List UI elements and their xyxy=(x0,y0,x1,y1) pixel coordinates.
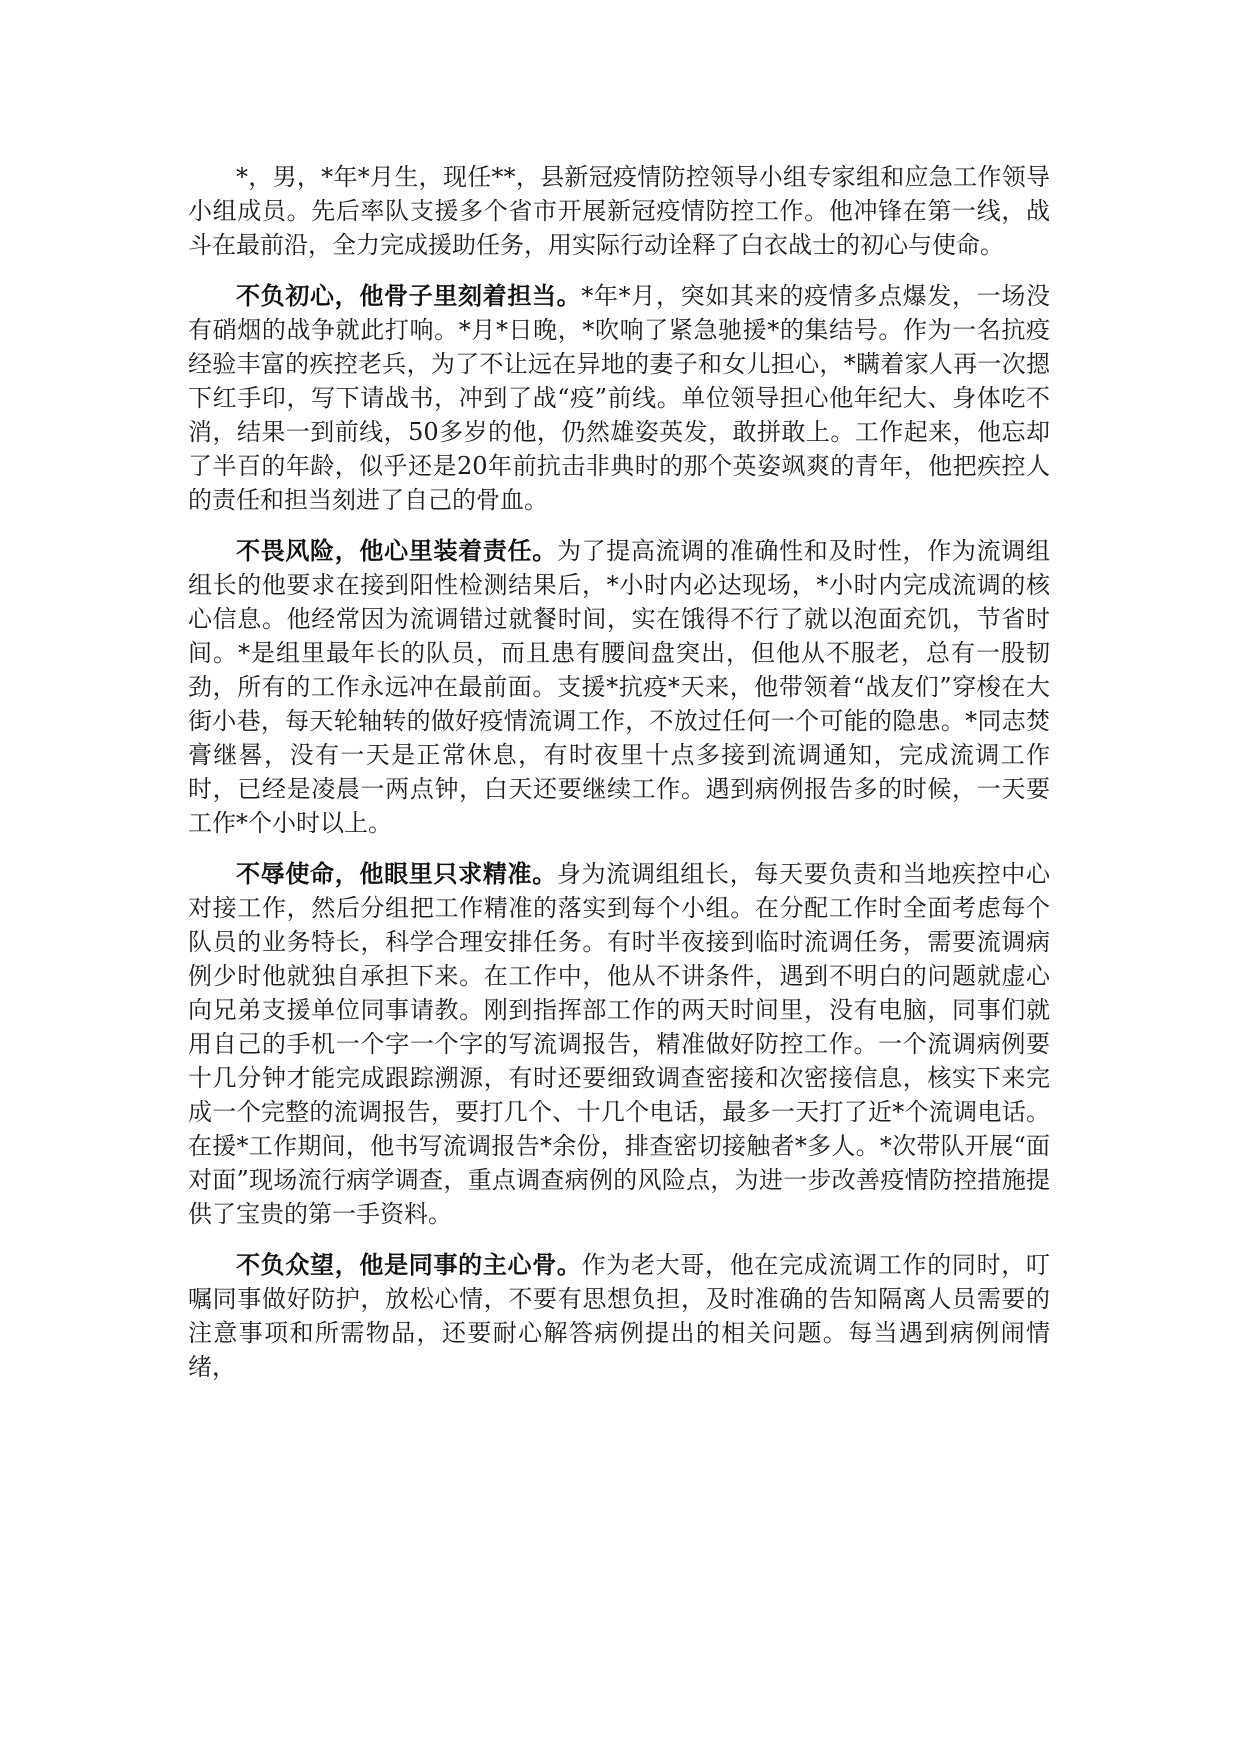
paragraph-backbone xyxy=(188,1248,1050,1384)
paragraph-precision xyxy=(188,857,1050,1231)
paragraph-intro xyxy=(188,160,1050,262)
paragraph-heading: 不辱使命，他眼里只求精准。 xyxy=(236,859,557,888)
paragraph-text: 为了提高流调的准确性和及时性，作为流调组组长的他要求在接到阳性检测结果后，*小时内必达现场，*小时内完成流调的核心信息。他经常因为流调错过就餐时间，实在饿得不行了就以泡面充饥，节省时间。*是组里最年长的队员，而且患有腰间盘突出，但他从不服老，总有一股韧劲，所有的工作永远冲在最前面。支援*抗疫*天来，他带领着“战友们”穿梭在大街小巷，每天轮轴转的做好疫情流调工作，不放过任何一个可能的隐患。*同志焚膏继晷，没有一天是正常休息，有时夜里十点多接到流调通知，完成流调工作时，已经是凌晨一两点钟，白天还要继续工作。遇到病例报告多的时候，一天要工作*个小时以上。 xyxy=(188,537,1050,837)
paragraph-original-intention xyxy=(188,279,1050,517)
paragraph-text: *，男，*年*月生，现任**，县新冠疫情防控领导小组专家组和应急工作领导小组成员。先后率队支援多个省市开展新冠疫情防控工作。他冲锋在第一线，战斗在最前沿，全力完成援助任务，用实际行动诠释了白衣战士的初心与使命。 xyxy=(188,163,1050,259)
paragraph-text: *年*月，突如其来的疫情多点爆发，一场没有硝烟的战争就此打响。*月*日晚，*吹响了紧急驰援*的集结号。作为一名抗疫经验丰富的疾控老兵，为了不让远在异地的妻子和女儿担心，*瞒着家人再一次摁下红手印，写下请战书，冲到了战“疫”前线。单位领导担心他年纪大、身体吃不消，结果一到前线，50多岁的他，仍然雄姿英发，敢拼敢上。工作起来，他忘却了半百的年龄，似乎还是20年前抗击非典时的那个英姿飒爽的青年，他把疾控人的责任和担当刻进了自己的骨血。 xyxy=(188,282,1051,514)
paragraph-text: 作为老大哥，他在完成流调工作的同时，叮嘱同事做好防护，放松心情，不要有思想负担，及时准确的告知隔离人员需要的注意事项和所需物品，还要耐心解答病例提出的相关问题。每当遇到病例闹情绪， xyxy=(188,1251,1050,1381)
paragraph-heading: 不负众望，他是同事的主心骨。 xyxy=(236,1250,582,1279)
paragraph-responsibility xyxy=(188,534,1050,840)
paragraph-heading: 不负初心，他骨子里刻着担当。 xyxy=(236,281,582,310)
paragraph-text: 身为流调组组长，每天要负责和当地疾控中心对接工作，然后分组把工作精准的落实到每个小组。在分配工作时全面考虑每个队员的业务特长，科学合理安排任务。有时半夜接到临时流调任务，需要流调病例少时他就独自承担下来。在工作中，他从不讲条件，遇到不明白的问题就虚心向兄弟支援单位同事请教。刚到指挥部工作的两天时间里，没有电脑，同事们就用自己的手机一个字一个字的写流调报告，精准做好防控工作。一个流调病例要十几分钟才能完成跟踪溯源，有时还要细致调查密接和次密接信息，核实下来完成一个完整的流调报告，要打几个、十几个电话，最多一天打了近*个流调电话。在援*工作期间，他书写流调报告*余份，排查密切接触者*多人。*次带队开展“面对面”现场流行病学调查，重点调查病例的风险点，为进一步改善疫情防控措施提供了宝贵的第一手资料。 xyxy=(188,860,1050,1228)
paragraph-heading: 不畏风险，他心里装着责任。 xyxy=(236,536,557,565)
document-body xyxy=(188,160,1050,1401)
